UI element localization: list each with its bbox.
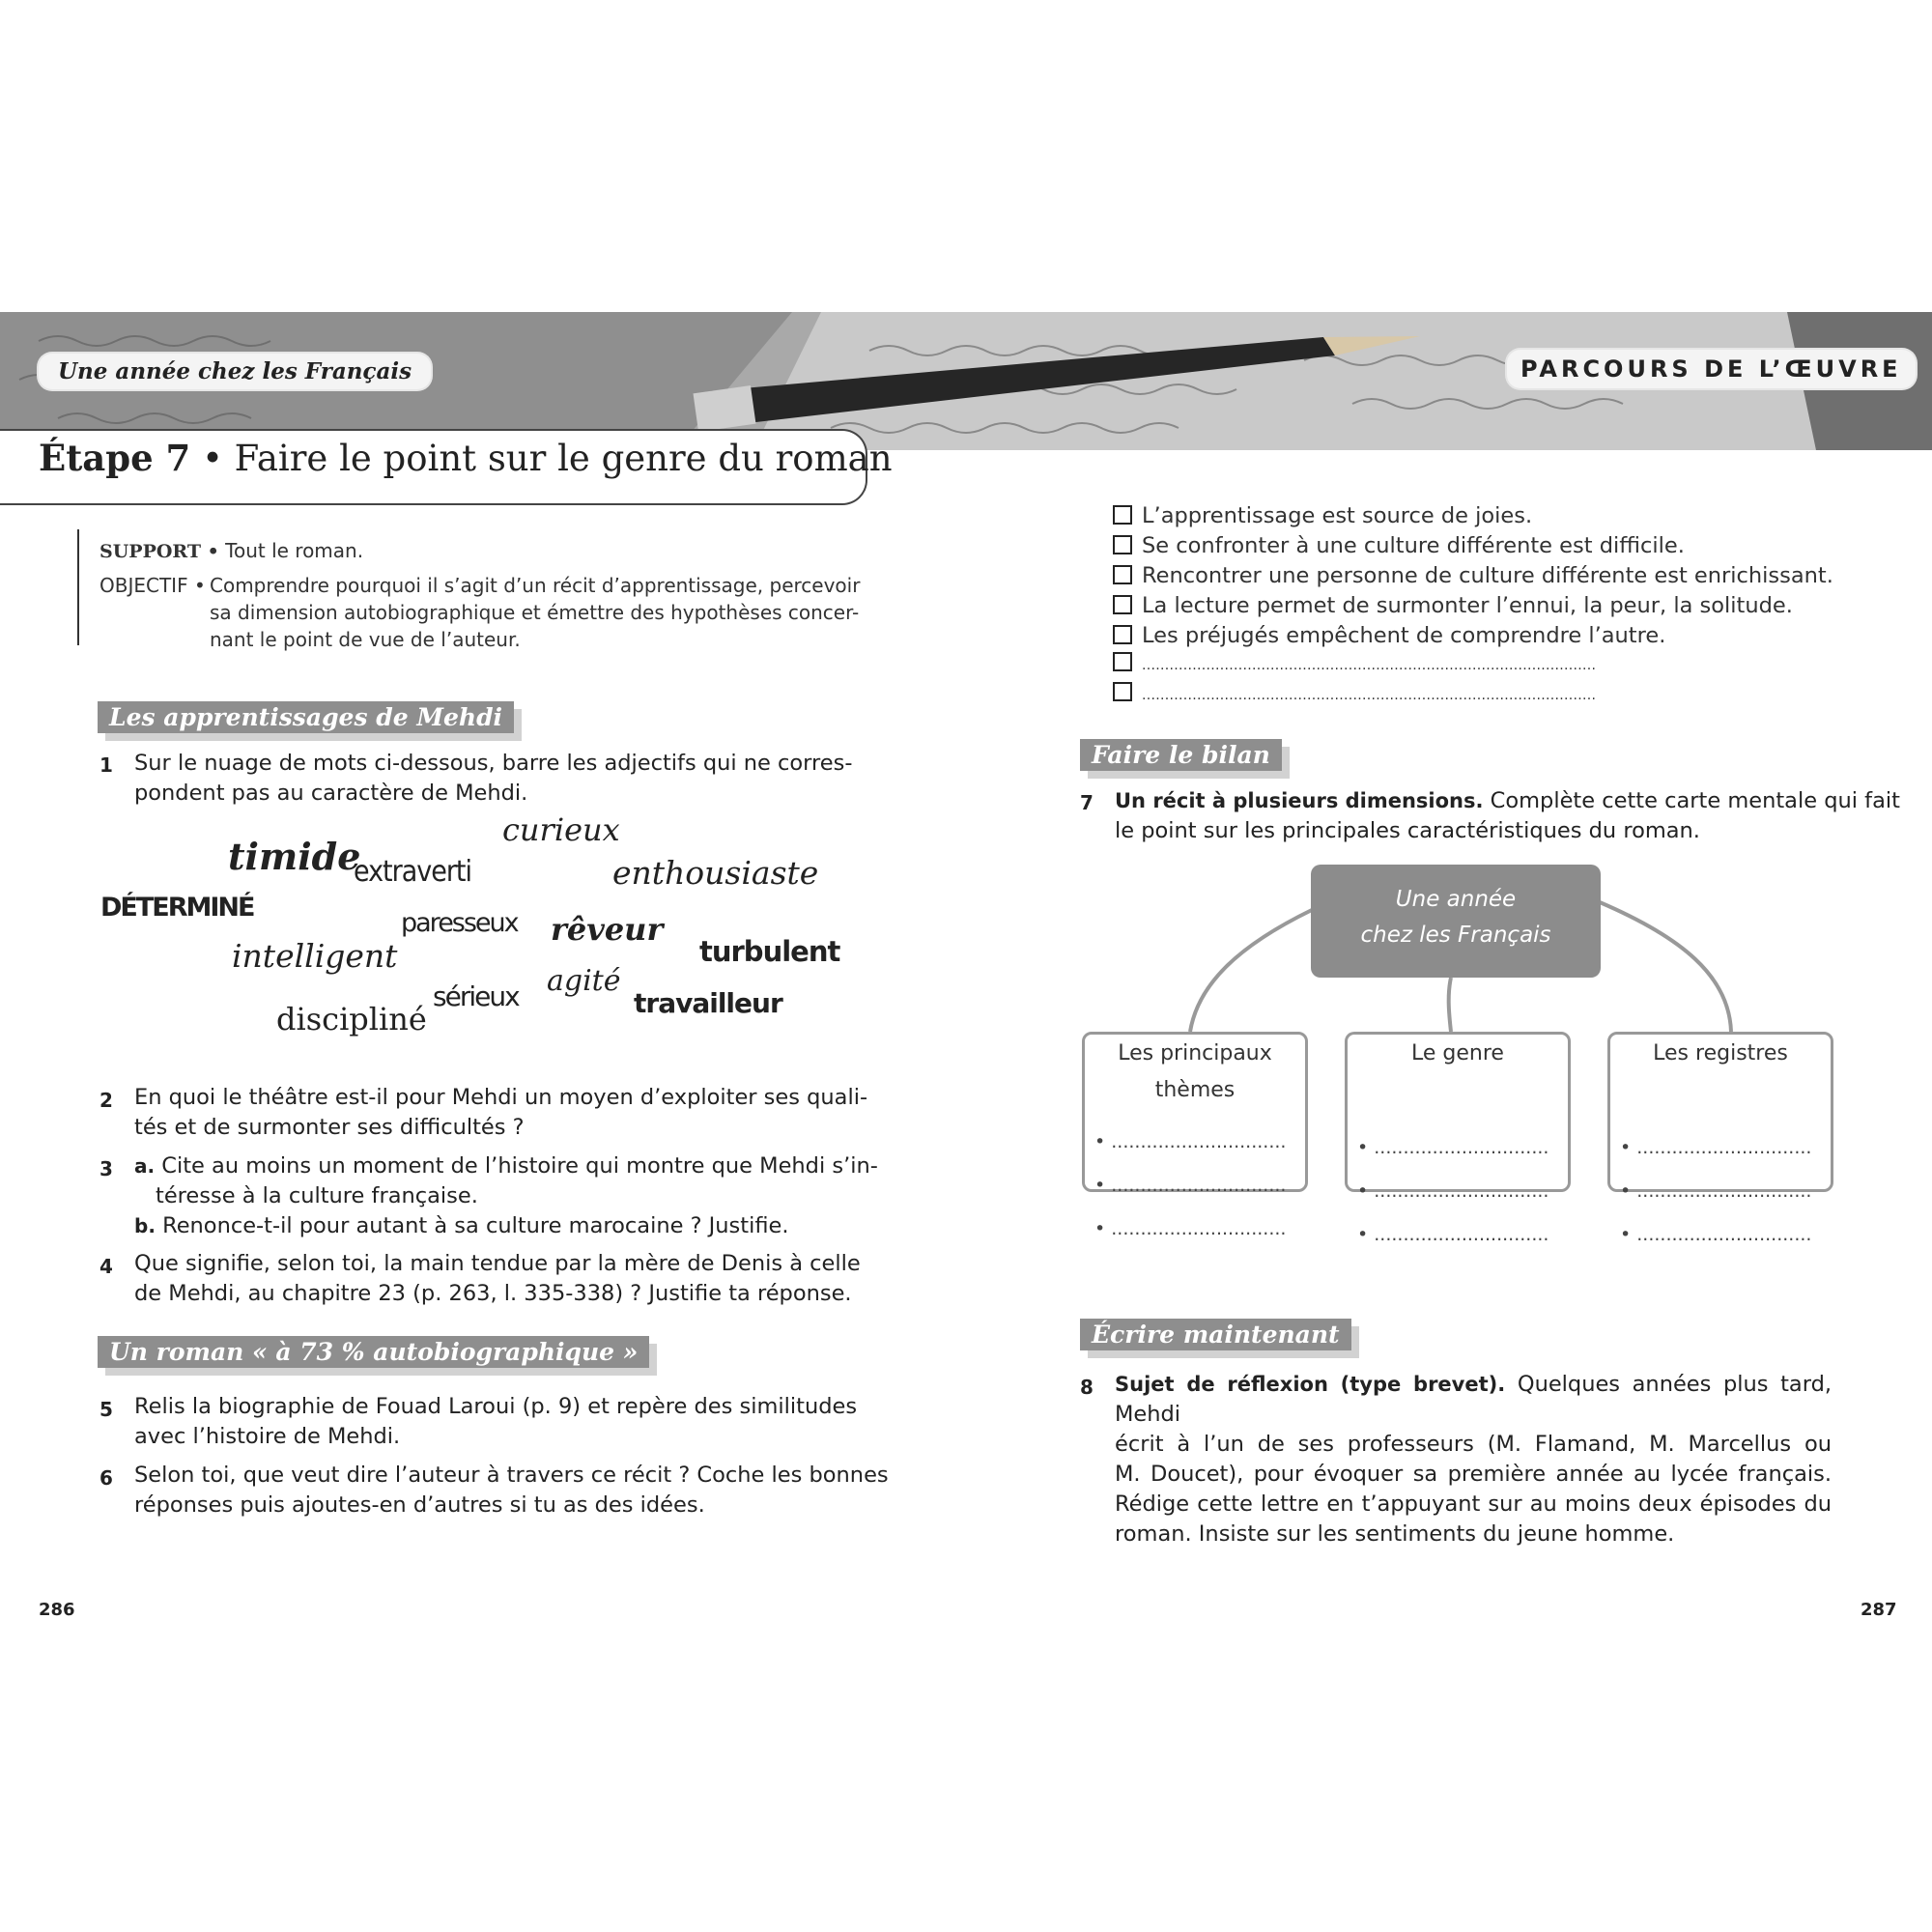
objectif-line: nant le point de vue de l’auteur. <box>210 628 521 651</box>
checklist-blank-line[interactable]: ................................................................................................... <box>1142 658 1597 673</box>
checkbox[interactable] <box>1113 652 1132 671</box>
word-turbulent[interactable]: turbulent <box>699 935 840 968</box>
question-number: 3 <box>99 1157 113 1180</box>
question-3 <box>134 1151 878 1241</box>
question-2 <box>134 1083 867 1143</box>
checklist-item[interactable] <box>1113 501 1833 531</box>
question-4 <box>134 1249 861 1309</box>
mindmap-box-title <box>1607 1036 1833 1072</box>
answer-line[interactable]: • .............................. <box>1620 1224 1812 1245</box>
objectif-text <box>210 572 860 653</box>
mindmap-title-line: Le genre <box>1411 1041 1504 1065</box>
question-number: 6 <box>99 1466 113 1490</box>
support-label: SUPPORT • <box>99 541 219 562</box>
question-line: le point sur les principales caractéristiques du roman. <box>1115 818 1700 843</box>
question-5 <box>134 1392 857 1452</box>
word-paresseux[interactable]: paresseux <box>401 908 518 938</box>
checklist-item[interactable] <box>1113 621 1833 651</box>
checkbox[interactable] <box>1113 682 1132 701</box>
checkbox[interactable] <box>1113 565 1132 584</box>
question-line: téresse à la culture française. <box>156 1183 478 1208</box>
word-agite[interactable]: agité <box>547 964 621 998</box>
question-line: roman. Insiste sur les sentiments du jeune homme. <box>1115 1521 1675 1547</box>
word-cloud <box>97 811 850 1053</box>
checkbox[interactable] <box>1113 595 1132 614</box>
question-line: Sur le nuage de mots ci-dessous, barre les adjectifs qui ne corres- <box>134 751 853 776</box>
question-line: réponses puis ajoutes-en d’autres si tu as des idées. <box>134 1492 705 1518</box>
question-8 <box>1115 1370 1832 1549</box>
checklist-item[interactable] <box>1113 561 1833 591</box>
subquestion-label: a. <box>134 1154 156 1178</box>
checklist-label: Se confronter à une culture différente est difficile. <box>1142 533 1685 558</box>
question-line: En quoi le théâtre est-il pour Mehdi un moyen d’exploiter ses quali- <box>134 1085 868 1110</box>
objectif-label: OBJECTIF • <box>99 574 206 597</box>
question-line: Quelques années plus tard, Mehdi <box>1115 1372 1833 1427</box>
question-line: M. Doucet), pour évoquer sa première année au lycée français. <box>1115 1462 1832 1487</box>
answer-checklist <box>1113 501 1833 711</box>
mindmap-title-line: thèmes <box>1154 1078 1236 1102</box>
checklist-blank-line[interactable]: ................................................................................................... <box>1142 688 1597 703</box>
question-number: 4 <box>99 1255 113 1278</box>
section-heading-apprentissages: Les apprentissages de Mehdi <box>98 701 514 733</box>
connector-middle <box>1449 978 1451 1032</box>
section-label-tab: PARCOURS DE L’ŒUVRE <box>1507 350 1916 388</box>
answer-line[interactable]: • .............................. <box>1094 1131 1287 1152</box>
mindmap-answer-lines[interactable] <box>1094 1121 1286 1251</box>
question-lead: Un récit à plusieurs dimensions. <box>1115 789 1484 812</box>
etape-title <box>39 437 893 479</box>
objectif-line: sa dimension autobiographique et émettre des hypothèses concer- <box>210 601 860 624</box>
page-number-left: 286 <box>39 1600 75 1620</box>
answer-line[interactable]: • .............................. <box>1094 1218 1287 1239</box>
mindmap-center <box>1311 865 1601 978</box>
question-6 <box>134 1461 889 1520</box>
word-enthousiaste[interactable]: enthousiaste <box>612 854 819 892</box>
page-number-right: 287 <box>1861 1600 1897 1620</box>
word-extraverti[interactable]: extraverti <box>354 855 471 889</box>
word-discipline[interactable]: discipliné <box>276 1001 427 1037</box>
book-title-tab: Une année chez les Français <box>39 354 431 389</box>
answer-line[interactable]: • .............................. <box>1357 1137 1549 1158</box>
word-intelligent[interactable]: intelligent <box>232 937 398 975</box>
etape-number: Étape 7 <box>39 437 191 479</box>
answer-line[interactable]: • .............................. <box>1357 1180 1549 1202</box>
mindmap-box-title <box>1082 1036 1308 1109</box>
question-line: Selon toi, que veut dire l’auteur à travers ce récit ? Coche les bonnes <box>134 1463 889 1488</box>
word-curieux[interactable]: curieux <box>502 811 620 848</box>
section-heading-autobiographique: Un roman « à 73 % autobiographique » <box>98 1336 649 1368</box>
connector-right <box>1600 902 1731 1032</box>
checkbox[interactable] <box>1113 505 1132 525</box>
etape-bullet: • <box>202 438 223 479</box>
word-timide[interactable]: timide <box>228 835 361 878</box>
section-heading-ecrire: Écrire maintenant <box>1080 1319 1351 1350</box>
question-line: Relis la biographie de Fouad Laroui (p. 9) et repère des similitudes <box>134 1394 858 1419</box>
mindmap-center-line: chez les Français <box>1360 923 1551 948</box>
question-7 <box>1115 786 1900 846</box>
word-serieux[interactable]: sérieux <box>433 980 519 1012</box>
question-number: 7 <box>1080 791 1094 814</box>
question-line: écrit à l’un de ses professeurs (M. Flamand, M. Marcellus ou <box>1115 1432 1832 1457</box>
checklist-item[interactable] <box>1113 531 1833 561</box>
checkbox[interactable] <box>1113 535 1132 554</box>
question-line: Renonce-t-il pour autant à sa culture marocaine ? Justifie. <box>162 1213 789 1238</box>
question-number: 2 <box>99 1089 113 1112</box>
checkbox[interactable] <box>1113 625 1132 644</box>
question-line: pondent pas au caractère de Mehdi. <box>134 781 528 806</box>
support-line <box>99 537 363 565</box>
question-line: tés et de surmonter ses difficultés ? <box>134 1115 525 1140</box>
checklist-item-blank[interactable] <box>1113 681 1833 711</box>
question-number: 5 <box>99 1398 113 1421</box>
question-line: Complète cette carte mentale qui fait <box>1490 788 1900 813</box>
word-travailleur[interactable]: travailleur <box>634 987 782 1019</box>
question-line: Cite au moins un moment de l’histoire qui montre que Mehdi s’in- <box>161 1153 878 1179</box>
checklist-label: L’apprentissage est source de joies. <box>1142 503 1533 528</box>
mindmap-box-title <box>1345 1036 1571 1072</box>
support-text: Tout le roman. <box>225 539 364 562</box>
question-number: 8 <box>1080 1376 1094 1399</box>
section-heading-bilan: Faire le bilan <box>1080 739 1282 771</box>
left-rule <box>77 529 79 645</box>
question-line: avec l’histoire de Mehdi. <box>134 1424 401 1449</box>
checklist-item[interactable] <box>1113 591 1833 621</box>
answer-line[interactable]: • .............................. <box>1620 1180 1812 1202</box>
answer-line[interactable]: • .............................. <box>1357 1224 1549 1245</box>
word-determine[interactable]: DÉTERMINÉ <box>100 893 254 923</box>
question-lead: Sujet de réflexion (type brevet). <box>1115 1373 1506 1396</box>
checklist-label: Rencontrer une personne de culture différente est enrichissant. <box>1142 563 1833 588</box>
objectif-line: Comprendre pourquoi il s’agit d’un récit d’apprentissage, percevoir <box>210 574 861 597</box>
etape-title-text: Faire le point sur le genre du roman <box>234 438 893 479</box>
subquestion-label: b. <box>134 1214 156 1237</box>
mindmap-title-line: Les registres <box>1653 1041 1788 1065</box>
answer-line[interactable]: • .............................. <box>1094 1175 1287 1196</box>
mindmap-answer-lines[interactable] <box>1620 1126 1811 1257</box>
mindmap-center-line: Une année <box>1395 887 1517 912</box>
question-line: Que signifie, selon toi, la main tendue par la mère de Denis à celle <box>134 1251 861 1276</box>
question-line: Rédige cette lettre en t’appuyant sur au moins deux épisodes du <box>1115 1492 1832 1517</box>
word-reveur[interactable]: rêveur <box>551 911 664 948</box>
question-1 <box>134 749 852 809</box>
checklist-label: La lecture permet de surmonter l’ennui, la peur, la solitude. <box>1142 593 1793 618</box>
mindmap-title-line: Les principaux <box>1118 1041 1272 1065</box>
mindmap-answer-lines[interactable] <box>1357 1126 1548 1257</box>
answer-line[interactable]: • .............................. <box>1620 1137 1812 1158</box>
question-number: 1 <box>99 753 113 777</box>
connector-left <box>1190 910 1312 1032</box>
checklist-item-blank[interactable] <box>1113 651 1833 681</box>
question-line: de Mehdi, au chapitre 23 (p. 263, l. 335-338) ? Justifie ta réponse. <box>134 1281 852 1306</box>
checklist-label: Les préjugés empêchent de comprendre l’autre. <box>1142 623 1666 648</box>
